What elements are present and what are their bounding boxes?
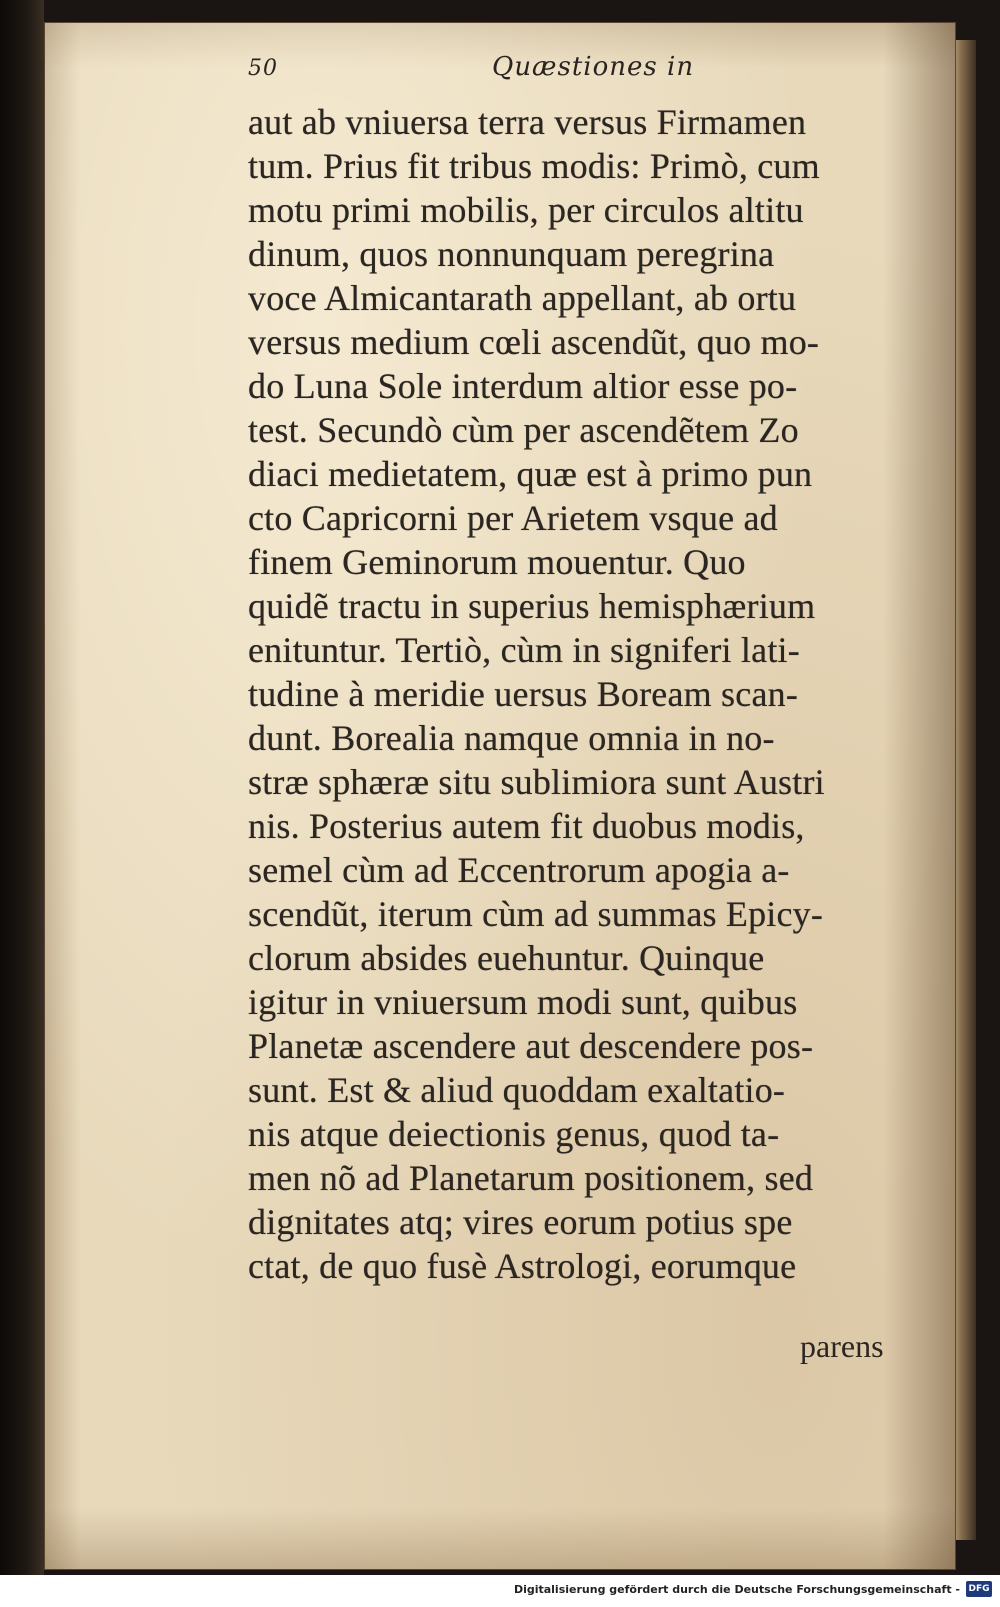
- text-line: sunt. Est & aliud quoddam exaltatio-: [248, 1070, 786, 1110]
- footer-bar: [0, 1575, 1000, 1607]
- page-header: [248, 52, 698, 96]
- text-line: versus medium cœli ascendũt, quo mo-: [248, 322, 820, 362]
- text-line: cto Capricorni per Arietem vsque ad: [248, 498, 778, 538]
- text-line: diaci medietatem, quæ est à primo pun: [248, 454, 813, 494]
- text-line: clorum absides euehuntur. Quinque: [248, 938, 765, 978]
- text-line: dignitates atq; vires eorum potius spe: [248, 1202, 793, 1242]
- text-line: ctat, de quo fusè Astrologi, eorumque: [248, 1246, 797, 1286]
- text-line: do Luna Sole interdum altior esse po-: [248, 366, 798, 406]
- folio-number: 50: [248, 56, 278, 81]
- text-line: igitur in vniuersum modi sunt, quibus: [248, 982, 798, 1022]
- text-block: [248, 100, 928, 1288]
- text-line: enituntur. Tertiò, cùm in signiferi lati-: [248, 630, 800, 670]
- text-line: aut ab vniuersa terra versus Firmamen: [248, 102, 807, 142]
- text-line: Planetæ ascendere aut descendere pos-: [248, 1026, 814, 1066]
- text-line: stræ sphæræ situ sublimiora sunt Austri: [248, 762, 825, 802]
- text-line: nis atque deiectionis genus, quod ta-: [248, 1114, 780, 1154]
- text-line: nis. Posterius autem fit duobus modis,: [248, 806, 805, 846]
- text-line: voce Almicantarath appellant, ab ortu: [248, 278, 797, 318]
- text-line: men nõ ad Planetarum positionem, sed: [248, 1158, 814, 1198]
- text-line: tum. Prius fit tribus modis: Primò, cum: [248, 146, 820, 186]
- text-line: quidẽ tractu in superius hemisphærium: [248, 586, 816, 626]
- dfg-logo[interactable]: DFG: [966, 1581, 992, 1597]
- text-line: semel cùm ad Eccentrorum apogia a-: [248, 850, 790, 890]
- text-line: scendũt, iterum cùm ad summas Epicy-: [248, 894, 824, 934]
- text-line: dunt. Borealia namque omnia in no-: [248, 718, 775, 758]
- text-line: motu primi mobilis, per circulos altitu: [248, 190, 804, 230]
- scan-background: [0, 0, 44, 1575]
- running-title: Quæstiones in: [492, 52, 695, 82]
- text-line: finem Geminorum mouentur. Quo: [248, 542, 746, 582]
- digitization-credit: Digitalisierung gefördert durch die Deutsche Forschungsgemeinschaft -: [513, 1583, 960, 1596]
- text-line: test. Secundò cùm per ascendẽtem Zo: [248, 410, 799, 450]
- catchword: parens: [800, 1328, 884, 1364]
- text-line: dinum, quos nonnunquam peregrina: [248, 234, 775, 274]
- text-line: tudine à meridie uersus Boream scan-: [248, 674, 799, 714]
